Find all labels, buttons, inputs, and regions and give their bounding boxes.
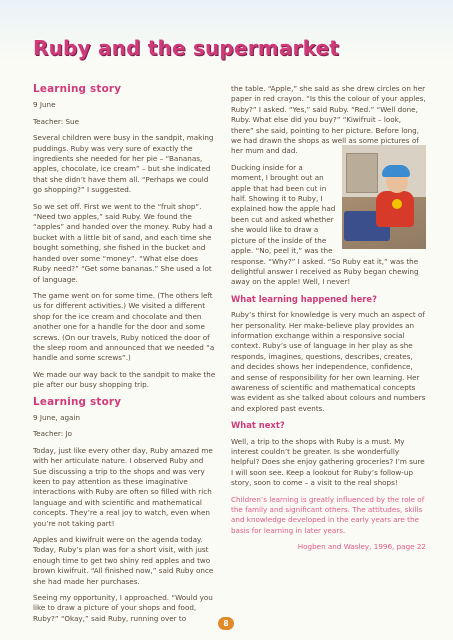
left-column [33,84,218,630]
paragraph: Apples and kiwifruit were on the agenda today. Today, Ruby’s plan was for a short visit, with just enough time to get two shiny red apples and two brown kiwifruit. “All finished now,” said Ruby once she had made her purchases. [33,535,214,586]
section-heading-learning: What learning happened here? [231,293,377,304]
paragraph: Well, a trip to the shops with Ruby is a must. My interest couldn’t be greater. Is she wonderfully helpful? Does she enjoy gathering groceries? I’m sure I will soon see. Keep a lookout for Ruby’s follow-up story, soon to come – a visit to the real shops! [231,436,425,488]
paragraph: Several children were busy in the sandpit, making puddings. Ruby was very sure of exactly the ingredients she needed for her pie – “Bananas, apples, chocolate, ice cream” – but she indicated that she didn’t have them all. “Perhaps we could go shopping?” I suggested. [33,133,214,195]
paragraph: Ducking inside for a moment, I brought out an apple that had been cut in half. Showing it to Ruby, I explained how the apple had been cut and asked whether she would like to draw a picture of the inside of the apple. “No, peel it,” was the response. “Why?” I asked. “So Ruby eat it,” was the delightful answer I received as Ruby began chewing away on the apple! Well, I never! [231,162,419,287]
paragraph: The game went on for some time. (The others left us for different activities.) We visited a different shop for the ice cream and chocolate and then another one for a handle for the door and some screws. (On our travels, Ruby noticed the door of the sleep room and announced that we needed “a handle and some screws”.) [33,290,215,363]
paragraph: So we set off. First we went to the “fruit shop”. “Need two apples,” said Ruby. We found the “apples” and handed over the money. Ruby had a bucket with a little bit of sand, and each time she bought something, she fished in the bucket and handed over some “money”. “What else does Ruby need?” “Get some bananas.” She used a lot of language. [33,201,213,284]
page-header [0,0,453,64]
paragraph: Today, just like every other day, Ruby amazed me with her articulate nature. I observed Ruby and Sue discussing a trip to the shops and was very keen to pay attention as these imaginative interactions with Ruby are often so filled with rich language and with scientific and mathematical concepts. They’re a real joy to watch, even when you’re not taking part! [33,445,213,528]
story-teacher-2: Teacher: Jo [33,429,72,439]
pull-quote: Children’s learning is greatly influenced by the role of the family and significant others. The attitudes, skills and knowledge developed in the early years are the basis for learning in later years. [231,494,425,535]
page-title: Ruby and the supermarket [33,36,340,60]
section-heading-next: What next? [231,420,285,431]
child-photo [342,145,426,249]
quote-citation: Hogben and Wasley, 1996, page 22 [297,542,426,552]
story-date-2: 9 June, again [33,412,81,422]
story-heading-1: Learning story [33,83,122,95]
story-teacher-1: Teacher: Sue [33,116,79,126]
story-heading-2: Learning story [33,395,122,408]
page-number-badge: 8 [218,617,234,630]
story-date-1: 9 June [33,100,56,110]
paragraph: Seeing my opportunity, I approached. “Would you like to draw a picture of your shops and food, Ruby?” “Okay,” said Ruby, running over to [33,593,213,623]
paragraph: Ruby’s thirst for knowledge is very much an aspect of her personality. Her make-believe play provides an information exchange within a responsive social context. Ruby’s use of language in her play as she responds, imagines, questions, describes, creates, and decides shows her independence, confidence, and sense of responsibility for her own learning. Her awareness of scientific and mathematical concepts was evident as she talked about colours and numbers and explored past events. [231,310,426,413]
paragraph: We made our way back to the sandpit to make the pie after our busy shopping trip. [33,369,216,390]
right-column [231,84,426,559]
paragraph: the table. “Apple,” she said as she drew circles on her paper in red crayon. “Is this the colour of your apples, Ruby?” I asked. “Yes,” said Ruby. “Red.” “Well done, Ruby. What else did you buy?” “Kiwifruit – look, there” she said, pointing to her picture. Before long, we had drawn the shops as well as some pictures of her mum and dad. [231,84,426,156]
